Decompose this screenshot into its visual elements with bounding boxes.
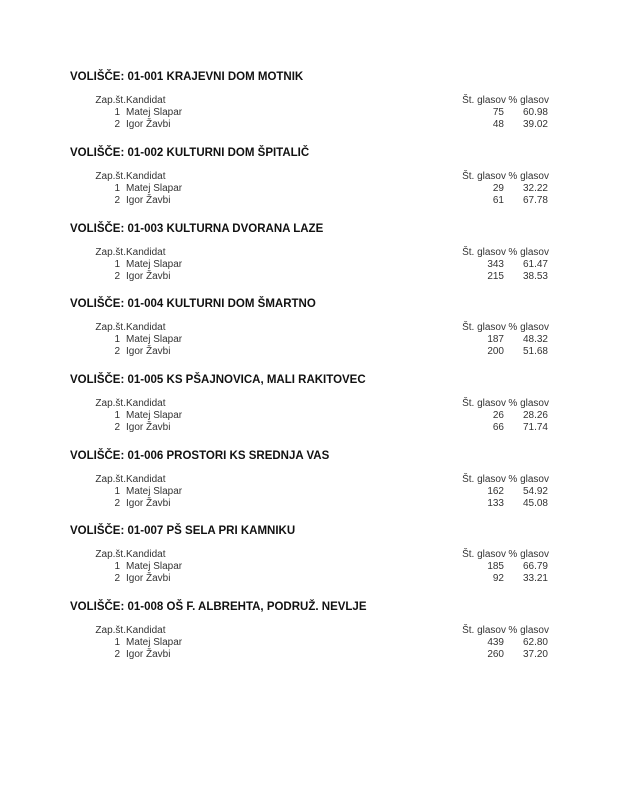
cell-number: 2	[114, 118, 120, 130]
table-row	[70, 486, 590, 498]
column-header-percent: % glasov	[508, 322, 549, 333]
polling-station-heading: VOLIŠČE: 01-002 KULTURNI DOM ŠPITALIČ	[70, 147, 310, 159]
cell-candidate: Matej Slapar	[126, 561, 183, 572]
column-header-candidate: Kandidat	[126, 171, 166, 182]
cell-percent: 60.98	[522, 107, 548, 118]
cell-number: 2	[114, 572, 120, 584]
cell-votes: 29	[492, 183, 504, 194]
cell-percent: 32.22	[522, 183, 548, 194]
table-row	[70, 259, 590, 271]
cell-number: 2	[114, 648, 120, 660]
cell-candidate: Igor Žavbi	[126, 572, 171, 584]
polling-station-heading: VOLIŠČE: 01-005 KS PŠAJNOVICA, MALI RAKITOVEC	[70, 374, 366, 386]
column-header-percent: % glasov	[508, 625, 549, 636]
cell-candidate: Matej Slapar	[126, 334, 183, 345]
table-header-row	[70, 171, 590, 183]
cell-candidate: Matej Slapar	[126, 486, 183, 497]
column-header-candidate: Kandidat	[126, 247, 166, 258]
polling-station-heading: VOLIŠČE: 01-004 KULTURNI DOM ŠMARTNO	[70, 298, 316, 310]
column-header-votes: Št. glasov	[462, 95, 506, 106]
column-header-candidate: Kandidat	[126, 474, 166, 485]
column-header-number: Zap.št.	[95, 322, 126, 333]
cell-votes: 61	[492, 194, 504, 206]
column-header-votes: Št. glasov	[462, 549, 506, 560]
cell-candidate: Matej Slapar	[126, 183, 183, 194]
column-header-number: Zap.št.	[95, 474, 126, 485]
table-row	[70, 637, 590, 649]
cell-percent: 71.74	[522, 421, 548, 433]
cell-number: 1	[114, 259, 120, 270]
cell-percent: 39.02	[522, 118, 548, 130]
table-row	[70, 346, 590, 358]
column-header-percent: % glasov	[508, 474, 549, 485]
table-row	[70, 195, 590, 207]
column-header-number: Zap.št.	[95, 171, 126, 182]
cell-percent: 62.80	[522, 637, 548, 648]
cell-candidate: Igor Žavbi	[126, 648, 171, 660]
polling-station-section	[70, 70, 590, 146]
cell-percent: 67.78	[522, 194, 548, 206]
column-header-number: Zap.št.	[95, 398, 126, 409]
table-row	[70, 107, 590, 119]
cell-number: 1	[114, 561, 120, 572]
cell-number: 1	[114, 107, 120, 118]
cell-votes: 187	[487, 334, 504, 345]
table-row	[70, 271, 590, 283]
cell-candidate: Igor Žavbi	[126, 497, 171, 509]
cell-percent: 51.68	[522, 345, 548, 357]
column-header-number: Zap.št.	[95, 625, 126, 636]
column-header-candidate: Kandidat	[126, 95, 166, 106]
cell-candidate: Igor Žavbi	[126, 194, 171, 206]
table-row	[70, 561, 590, 573]
table-row	[70, 649, 590, 661]
polling-station-heading: VOLIŠČE: 01-006 PROSTORI KS SREDNJA VAS	[70, 450, 330, 462]
column-header-votes: Št. glasov	[462, 474, 506, 485]
column-header-candidate: Kandidat	[126, 398, 166, 409]
column-header-candidate: Kandidat	[126, 322, 166, 333]
cell-number: 1	[114, 183, 120, 194]
cell-votes: 48	[492, 118, 504, 130]
cell-candidate: Matej Slapar	[126, 107, 183, 118]
cell-votes: 26	[492, 410, 504, 421]
cell-number: 2	[114, 497, 120, 509]
cell-votes: 260	[487, 648, 504, 660]
cell-votes: 439	[487, 637, 504, 648]
cell-votes: 66	[492, 421, 504, 433]
cell-number: 2	[114, 421, 120, 433]
column-header-percent: % glasov	[508, 95, 549, 106]
cell-votes: 75	[492, 107, 504, 118]
polling-station-section	[70, 297, 590, 373]
table-row	[70, 410, 590, 422]
polling-station-section	[70, 222, 590, 298]
cell-number: 2	[114, 345, 120, 357]
polling-station-heading: VOLIŠČE: 01-008 OŠ F. ALBREHTA, PODRUŽ. NEVLJE	[70, 601, 367, 613]
column-header-percent: % glasov	[508, 398, 549, 409]
table-row	[70, 422, 590, 434]
column-header-number: Zap.št.	[95, 549, 126, 560]
cell-candidate: Matej Slapar	[126, 637, 183, 648]
cell-votes: 200	[487, 345, 504, 357]
cell-votes: 133	[487, 497, 504, 509]
table-header-row	[70, 474, 590, 486]
table-row	[70, 573, 590, 585]
cell-percent: 48.32	[522, 334, 548, 345]
cell-number: 1	[114, 486, 120, 497]
cell-number: 1	[114, 637, 120, 648]
cell-number: 2	[114, 194, 120, 206]
polling-station-section	[70, 449, 590, 525]
cell-percent: 66.79	[522, 561, 548, 572]
column-header-votes: Št. glasov	[462, 322, 506, 333]
cell-percent: 37.20	[522, 648, 548, 660]
polling-station-heading: VOLIŠČE: 01-003 KULTURNA DVORANA LAZE	[70, 223, 324, 235]
column-header-percent: % glasov	[508, 247, 549, 258]
cell-votes: 185	[487, 561, 504, 572]
column-header-percent: % glasov	[508, 171, 549, 182]
column-header-candidate: Kandidat	[126, 625, 166, 636]
cell-candidate: Igor Žavbi	[126, 270, 171, 282]
cell-percent: 54.92	[522, 486, 548, 497]
cell-votes: 92	[492, 572, 504, 584]
column-header-number: Zap.št.	[95, 247, 126, 258]
cell-number: 2	[114, 270, 120, 282]
polling-station-section	[70, 600, 590, 676]
table-header-row	[70, 247, 590, 259]
cell-percent: 28.26	[522, 410, 548, 421]
cell-candidate: Igor Žavbi	[126, 421, 171, 433]
cell-percent: 38.53	[522, 270, 548, 282]
cell-votes: 162	[487, 486, 504, 497]
polling-station-heading: VOLIŠČE: 01-007 PŠ SELA PRI KAMNIKU	[70, 525, 296, 537]
table-header-row	[70, 549, 590, 561]
column-header-votes: Št. glasov	[462, 398, 506, 409]
polling-station-heading: VOLIŠČE: 01-001 KRAJEVNI DOM MOTNIK	[70, 71, 304, 83]
column-header-votes: Št. glasov	[462, 625, 506, 636]
cell-candidate: Igor Žavbi	[126, 345, 171, 357]
column-header-votes: Št. glasov	[462, 171, 506, 182]
cell-number: 1	[114, 410, 120, 421]
polling-station-section	[70, 524, 590, 600]
polling-station-section	[70, 146, 590, 222]
cell-candidate: Matej Slapar	[126, 410, 183, 421]
table-row	[70, 498, 590, 510]
table-header-row	[70, 95, 590, 107]
cell-percent: 33.21	[522, 572, 548, 584]
table-header-row	[70, 322, 590, 334]
cell-candidate: Matej Slapar	[126, 259, 183, 270]
cell-percent: 45.08	[522, 497, 548, 509]
cell-percent: 61.47	[522, 259, 548, 270]
table-row	[70, 183, 590, 195]
column-header-votes: Št. glasov	[462, 247, 506, 258]
column-header-percent: % glasov	[508, 549, 549, 560]
table-row	[70, 119, 590, 131]
table-header-row	[70, 625, 590, 637]
cell-votes: 343	[487, 259, 504, 270]
cell-candidate: Igor Žavbi	[126, 118, 171, 130]
column-header-candidate: Kandidat	[126, 549, 166, 560]
table-header-row	[70, 398, 590, 410]
polling-station-section	[70, 373, 590, 449]
table-row	[70, 334, 590, 346]
cell-votes: 215	[487, 270, 504, 282]
column-header-number: Zap.št.	[95, 95, 126, 106]
cell-number: 1	[114, 334, 120, 345]
